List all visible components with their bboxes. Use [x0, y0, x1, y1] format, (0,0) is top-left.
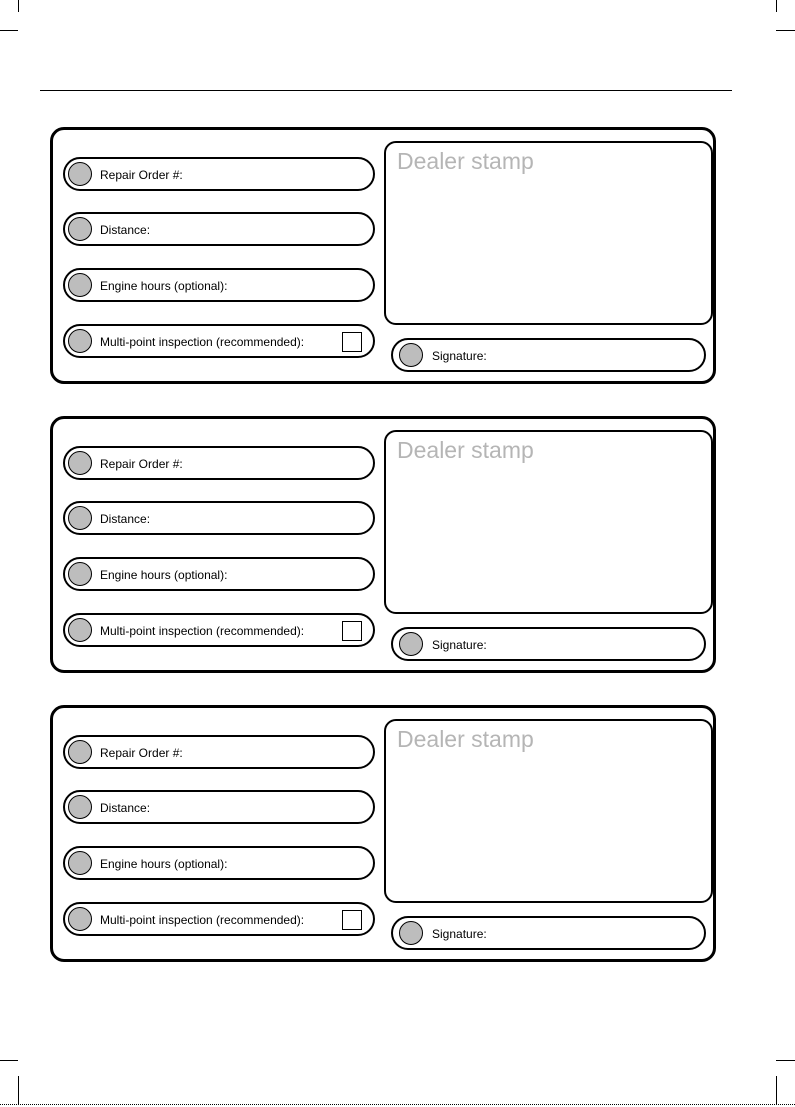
signature-label: Signature: — [432, 927, 487, 941]
inspection-label: Multi-point inspection (recommended): — [100, 624, 305, 638]
service-record-card-3 — [50, 705, 716, 962]
inspection-label: Multi-point inspection (recommended): — [100, 913, 305, 927]
crop-mark-top-right-v — [776, 0, 777, 12]
crop-mark-top-left — [0, 30, 18, 31]
repair-order-label: Repair Order #: — [100, 168, 183, 182]
bottom-trim-line — [0, 1104, 795, 1105]
inspection-field — [63, 324, 375, 358]
bullet-icon — [68, 329, 92, 353]
crop-mark-bottom-left-v — [18, 1076, 19, 1104]
distance-field[interactable] — [63, 212, 375, 246]
dealer-stamp-label: Dealer stamp — [397, 148, 534, 174]
engine-hours-field[interactable] — [63, 268, 375, 302]
crop-mark-top-left-v — [18, 0, 19, 12]
bullet-icon — [68, 506, 92, 530]
bullet-icon — [68, 795, 92, 819]
service-record-card-2 — [50, 416, 716, 673]
crop-mark-top-right — [776, 30, 795, 31]
repair-order-field[interactable] — [63, 157, 375, 191]
inspection-field — [63, 902, 375, 936]
engine-hours-label: Engine hours (optional): — [100, 857, 228, 871]
repair-order-field[interactable] — [63, 446, 375, 480]
inspection-checkbox[interactable] — [342, 910, 362, 930]
distance-label: Distance: — [100, 223, 151, 237]
engine-hours-label: Engine hours (optional): — [100, 568, 228, 582]
signature-field[interactable] — [391, 627, 706, 661]
crop-mark-bottom-right — [776, 1060, 795, 1061]
repair-order-field[interactable] — [63, 735, 375, 769]
engine-hours-label: Engine hours (optional): — [100, 279, 228, 293]
engine-hours-field[interactable] — [63, 846, 375, 880]
crop-mark-bottom-right-v — [776, 1076, 777, 1104]
bullet-icon — [399, 632, 423, 656]
inspection-checkbox[interactable] — [342, 621, 362, 641]
bullet-icon — [68, 273, 92, 297]
distance-label: Distance: — [100, 801, 151, 815]
service-record-card-1 — [50, 127, 716, 384]
dealer-stamp-label: Dealer stamp — [397, 437, 534, 463]
dealer-stamp-box — [384, 719, 713, 903]
dealer-stamp-label: Dealer stamp — [397, 726, 534, 752]
inspection-label: Multi-point inspection (recommended): — [100, 335, 305, 349]
dealer-stamp-box — [384, 430, 713, 614]
dealer-stamp-box — [384, 141, 713, 325]
signature-field[interactable] — [391, 338, 706, 372]
header-rule — [40, 90, 732, 91]
bullet-icon — [68, 562, 92, 586]
inspection-checkbox[interactable] — [342, 332, 362, 352]
bullet-icon — [68, 217, 92, 241]
bullet-icon — [399, 921, 423, 945]
repair-order-label: Repair Order #: — [100, 457, 183, 471]
inspection-field — [63, 613, 375, 647]
crop-mark-bottom-left — [0, 1060, 18, 1061]
bullet-icon — [68, 162, 92, 186]
signature-field[interactable] — [391, 916, 706, 950]
repair-order-label: Repair Order #: — [100, 746, 183, 760]
distance-field[interactable] — [63, 501, 375, 535]
signature-label: Signature: — [432, 638, 487, 652]
bullet-icon — [68, 851, 92, 875]
bullet-icon — [68, 618, 92, 642]
distance-field[interactable] — [63, 790, 375, 824]
signature-label: Signature: — [432, 349, 487, 363]
bullet-icon — [68, 907, 92, 931]
bullet-icon — [68, 740, 92, 764]
bullet-icon — [399, 343, 423, 367]
bullet-icon — [68, 451, 92, 475]
distance-label: Distance: — [100, 512, 151, 526]
engine-hours-field[interactable] — [63, 557, 375, 591]
